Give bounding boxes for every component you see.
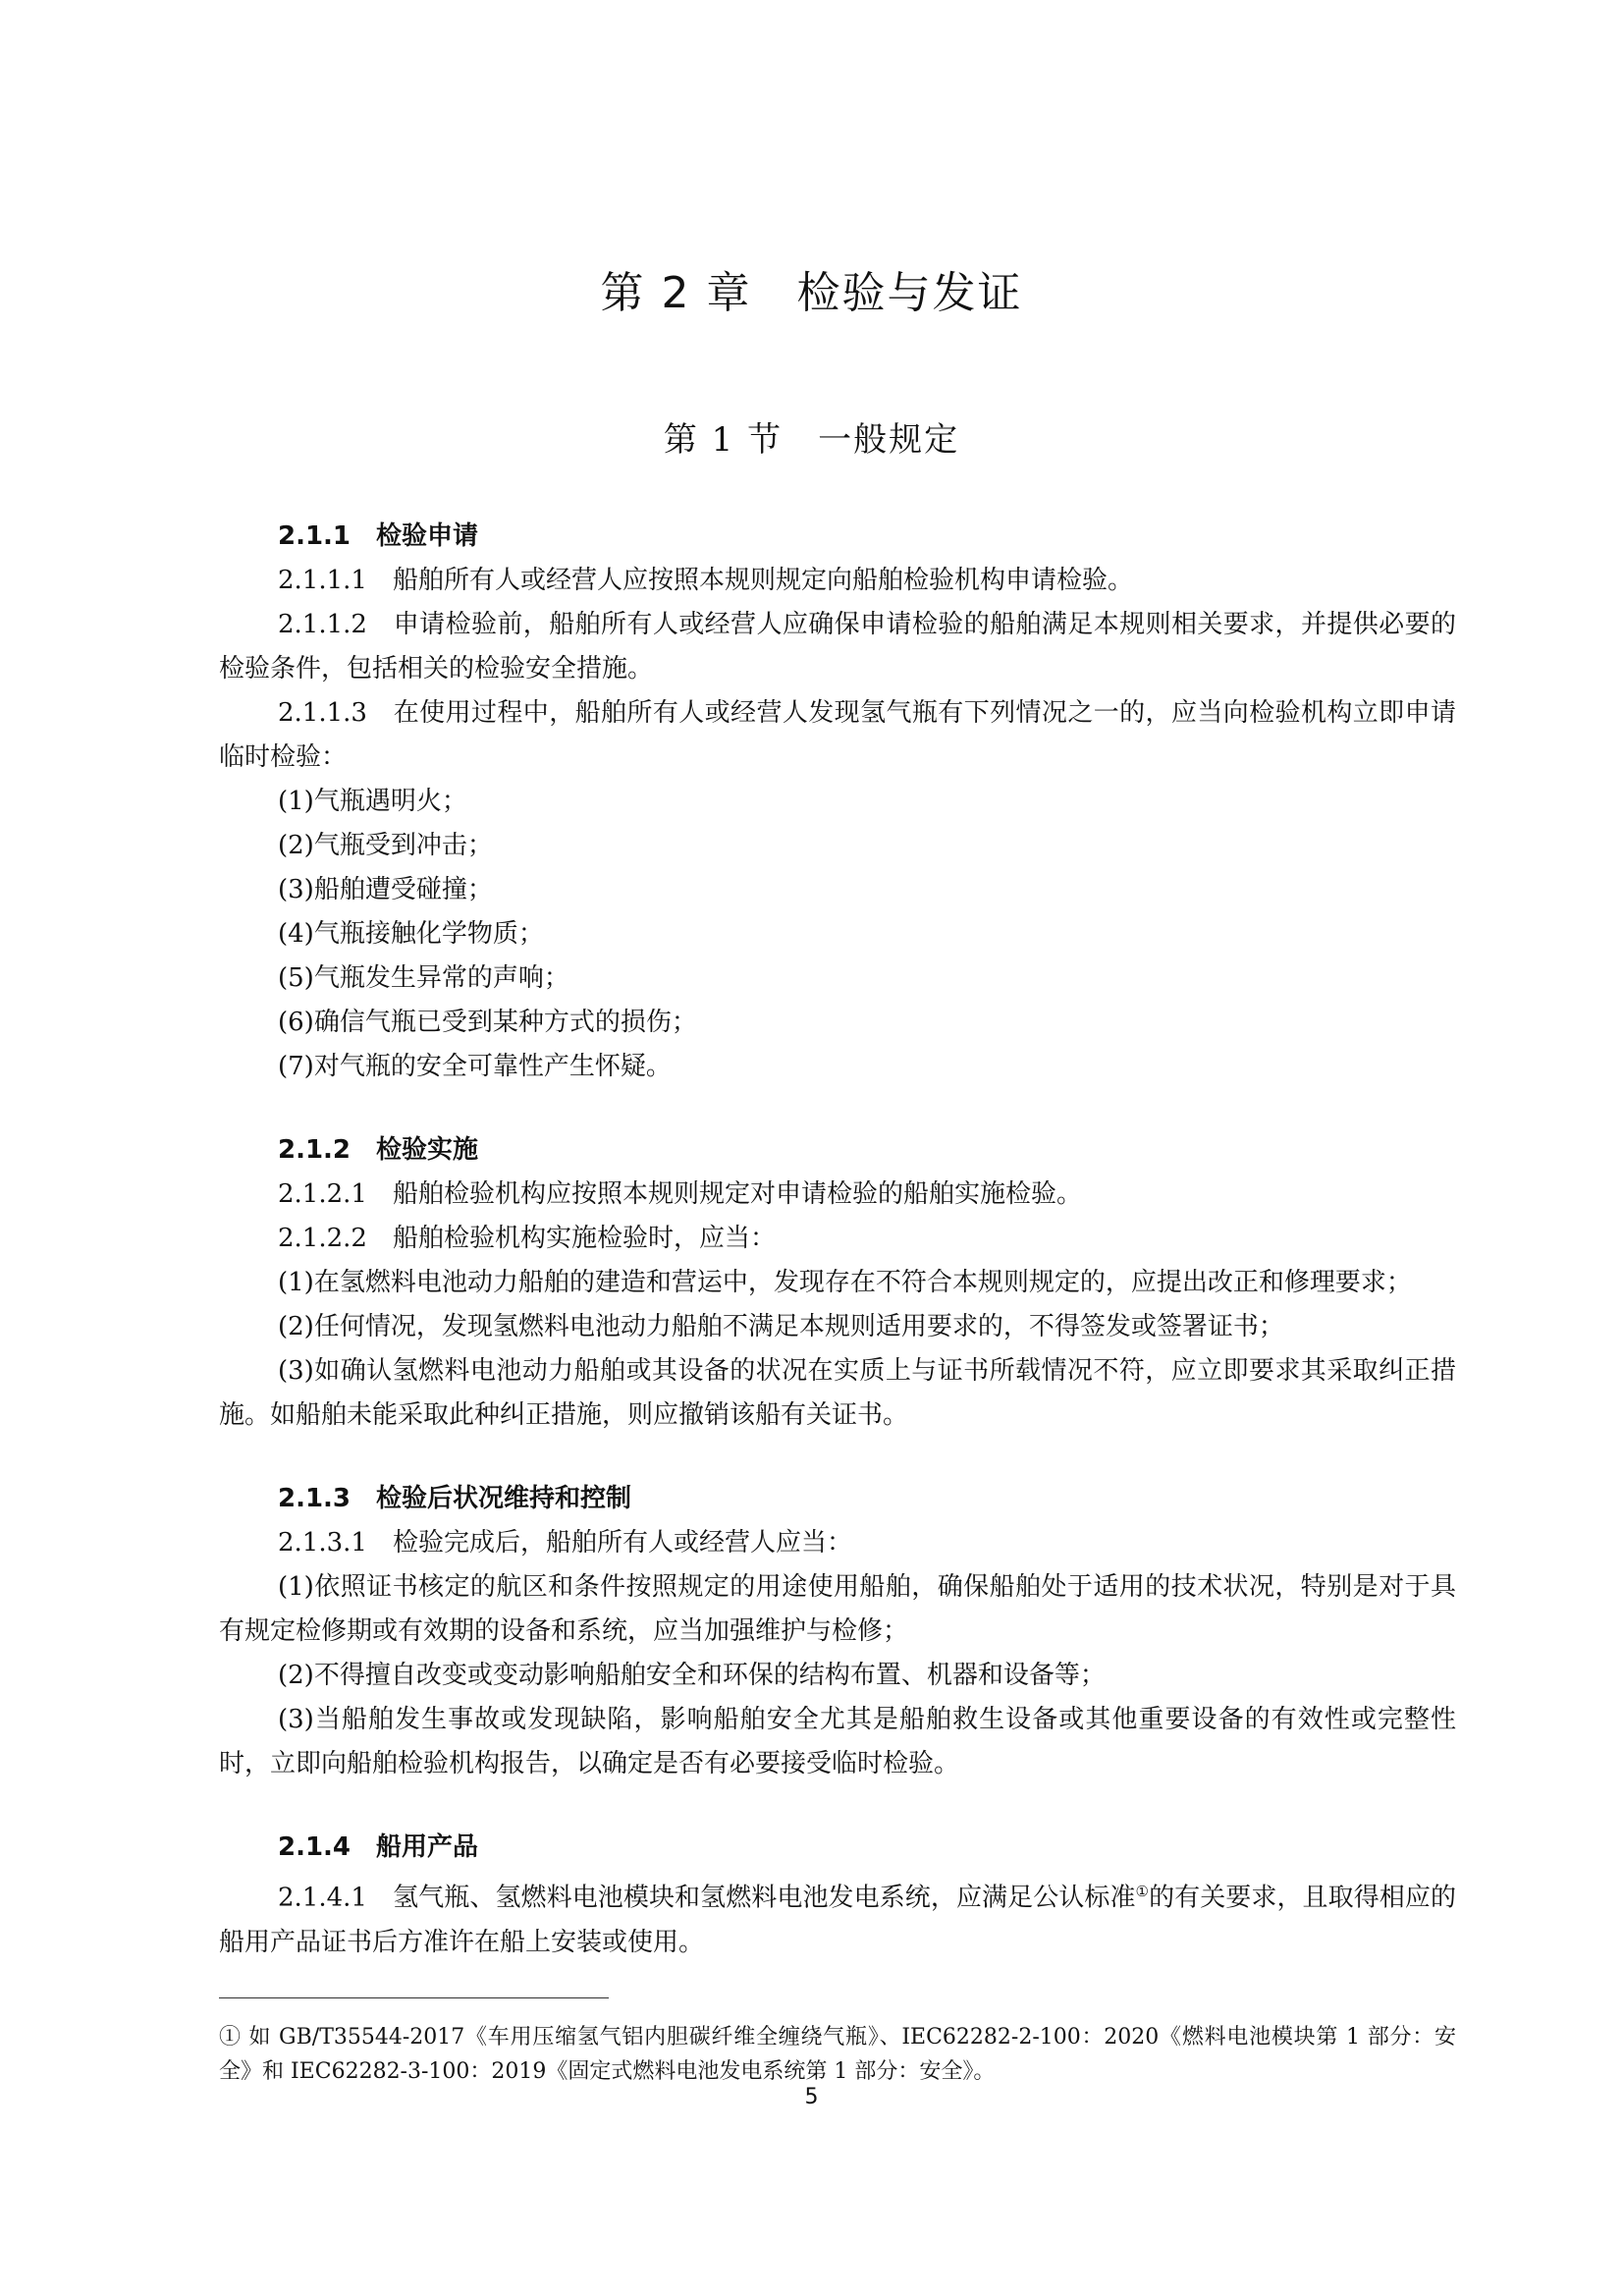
paragraph-2-1-4-1: [219, 1870, 1456, 1965]
list-item: (5)气瓶发生异常的声响；: [278, 963, 569, 993]
list-item: (3)当船舶发生事故或发现缺陷，影响船舶安全尤其是船舶救生设备或其他重要设备的有效性或完整性时，立即向船舶检验机构报告，以确定是否有必要接受临时检验。: [219, 1705, 1456, 1778]
section-title: 第 1 节 一般规定: [663, 420, 960, 460]
list-item: (2)任何情况，发现氢燃料电池动力船舶不满足本规则适用要求的，不得签发或签署证书；: [278, 1312, 1284, 1341]
heading-text: 船用产品: [376, 1832, 479, 1862]
paragraph-2-1-3-1: 2.1.3.1 检验完成后，船舶所有人或经营人应当：: [278, 1528, 852, 1558]
paragraph-2-1-1-3: 2.1.1.3 在使用过程中，船舶所有人或经营人发现氢气瓶有下列情况之一的，应当向检验机构立即申请临时检验：: [219, 698, 1456, 772]
list-item: (3)船舶遭受碰撞；: [278, 875, 493, 904]
list-item: (7)对气瓶的安全可靠性产生怀疑。: [278, 1052, 672, 1081]
list-item: (2)不得擅自改变或变动影响船舶安全和环保的结构布置、机器和设备等；: [278, 1661, 1106, 1690]
heading-text: 检验实施: [376, 1135, 479, 1165]
heading-2-1-3: [219, 1477, 1456, 1521]
footnote-divider: [219, 1997, 609, 1998]
heading-2-1-1: [219, 515, 1456, 559]
heading-number: 2.1.4: [278, 1832, 352, 1862]
list-item: (3)如确认氢燃料电池动力船舶或其设备的状况在实质上与证书所载情况不符，应立即要求其采取纠正措施。如船舶未能采取此种纠正措施，则应撤销该船有关证书。: [219, 1356, 1456, 1430]
list-item: (2)气瓶受到冲击；: [278, 831, 493, 860]
heading-number: 2.1.3: [278, 1484, 352, 1513]
paragraph-text: 2.1.4.1 氢气瓶、氢燃料电池模块和氢燃料电池发电系统，应满足公认标准: [278, 1883, 1136, 1913]
paragraph-2-1-1-1: 2.1.1.1 船舶所有人或经营人应按照本规则规定向船舶检验机构申请检验。: [278, 566, 1133, 595]
footnote: ① 如 GB/T35544-2017《车用压缩氢气铝内胆碳纤维全缠绕气瓶》、IEC62282-2-100：2020《燃料电池模块第 1 部分：安全》和 IEC62282-3-100：2019《固定式燃料电池发电系统第 1 部分：安全》。: [219, 2025, 1456, 2084]
heading-number: 2.1.1: [278, 521, 352, 551]
list-item: (4)气瓶接触化学物质；: [278, 919, 544, 949]
paragraph-2-1-1-2: 2.1.1.2 申请检验前，船舶所有人或经营人应确保申请检验的船舶满足本规则相关要求，并提供必要的检验条件，包括相关的检验安全措施。: [219, 610, 1456, 683]
heading-2-1-4: [219, 1826, 1456, 1870]
list-item: (1)依照证书核定的航区和条件按照规定的用途使用船舶，确保船舶处于适用的技术状况，特别是对于具有规定检修期或有效期的设备和系统，应当加强维护与检修；: [219, 1572, 1456, 1646]
paragraph-text: 的有关要求，且取得相应的船用产品证书后方准许在船上安装或使用。: [219, 1883, 1456, 1957]
list-item: (1)气瓶遇明火；: [278, 787, 467, 816]
heading-text: 检验后状况维持和控制: [376, 1484, 632, 1513]
heading-number: 2.1.2: [278, 1135, 352, 1165]
paragraph-2-1-2-1: 2.1.2.1 船舶检验机构应按照本规则规定对申请检验的船舶实施检验。: [278, 1179, 1082, 1209]
document-body: [219, 515, 1456, 1965]
chapter-title: 第 2 章 检验与发证: [600, 268, 1023, 318]
heading-2-1-2: [219, 1128, 1456, 1173]
footnote-reference[interactable]: ①: [1135, 1883, 1150, 1900]
paragraph-2-1-2-2: 2.1.2.2 船舶检验机构实施检验时，应当：: [278, 1224, 776, 1253]
list-item: (1)在氢燃料电池动力船舶的建造和营运中，发现存在不符合本规则规定的，应提出改正和修理要求；: [278, 1268, 1412, 1297]
heading-text: 检验申请: [376, 521, 479, 551]
list-item: (6)确信气瓶已受到某种方式的损伤；: [278, 1008, 697, 1037]
page-number: 5: [804, 2085, 819, 2109]
